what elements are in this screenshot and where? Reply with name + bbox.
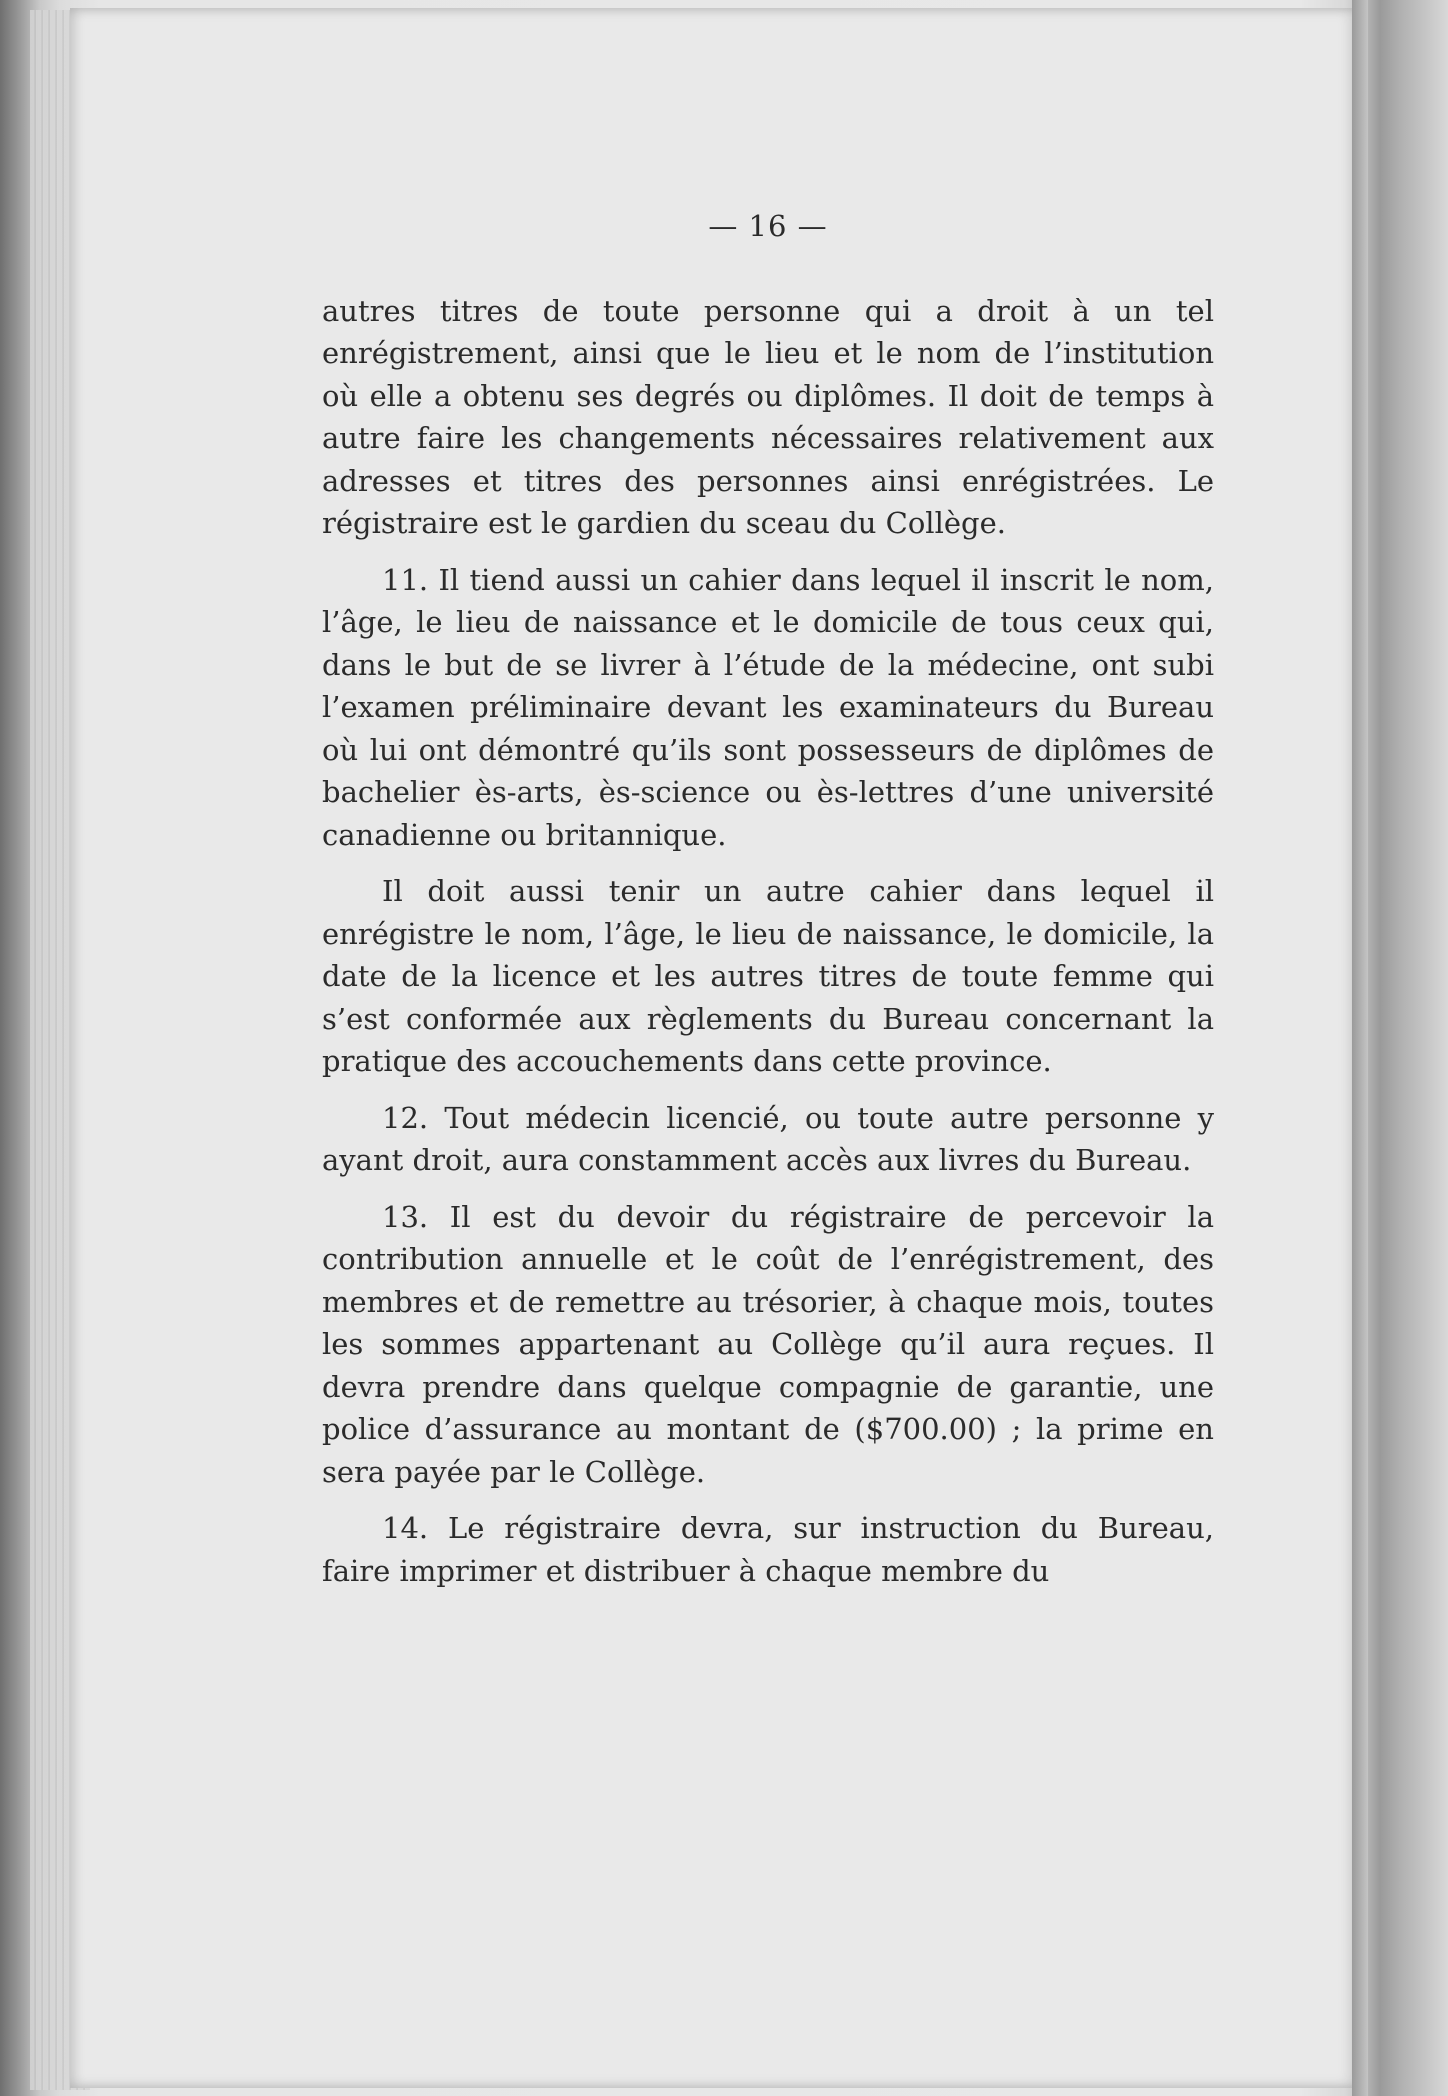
book-gutter-shadow: [1352, 0, 1368, 2096]
paragraph-continuation: autres titres de toute personne qui a droit à un tel enrégistrement, ainsi que le lieu et le nom de l’institution où elle a obtenu ses degrés ou diplômes. Il doit de temps à autre faire les changements nécessaires relativement aux adresses et titres des personnes ainsi enrégistrées. Le régistraire est le gardien du sceau du Collège.: [322, 293, 1214, 540]
paragraph-article-11-continued: Il doit aussi tenir un autre cahier dans lequel il enrégistre le nom, l’âge, le lieu de naissance, le domicile, la date de la licence et les autres titres de toute femme qui s’est conformée aux règlements du Bureau concernant la pratique des accouchements dans cette province.: [322, 874, 1214, 1078]
paragraph-article-11: 11. Il tiend aussi un cahier dans lequel il inscrit le nom, l’âge, le lieu de naissance et le domicile de tous ceux qui, dans le but de se livrer à l’étude de la médecine, ont subi l’examen préliminaire devant les examinateurs du Bureau où lui ont démontré qu’ils sont possesseurs de diplômes de bachelier ès-arts, ès-science ou ès-lettres d’une université canadienne ou britannique.: [322, 562, 1214, 852]
page-text-block: [322, 205, 1214, 1606]
paragraph-article-12: 12. Tout médecin licencié, ou toute autre personne y ayant droit, aura constamment accès aux livres du Bureau.: [322, 1100, 1214, 1177]
page-number: — 16 —: [708, 209, 828, 243]
paragraph-article-14: 14. Le régistraire devra, sur instruction du Bureau, faire imprimer et distribuer à chaque membre du: [322, 1511, 1214, 1588]
paragraph-article-13: 13. Il est du devoir du régistraire de percevoir la contribution annuelle et le coût de l’enrégistrement, des membres et de remettre au trésorier, à chaque mois, toutes les sommes appartenant au Collège qu’il aura reçues. Il devra prendre dans quelque compagnie de garantie, une police d’assurance au montant de ($700.00) ; la prime en sera payée par le Collège.: [322, 1199, 1214, 1489]
